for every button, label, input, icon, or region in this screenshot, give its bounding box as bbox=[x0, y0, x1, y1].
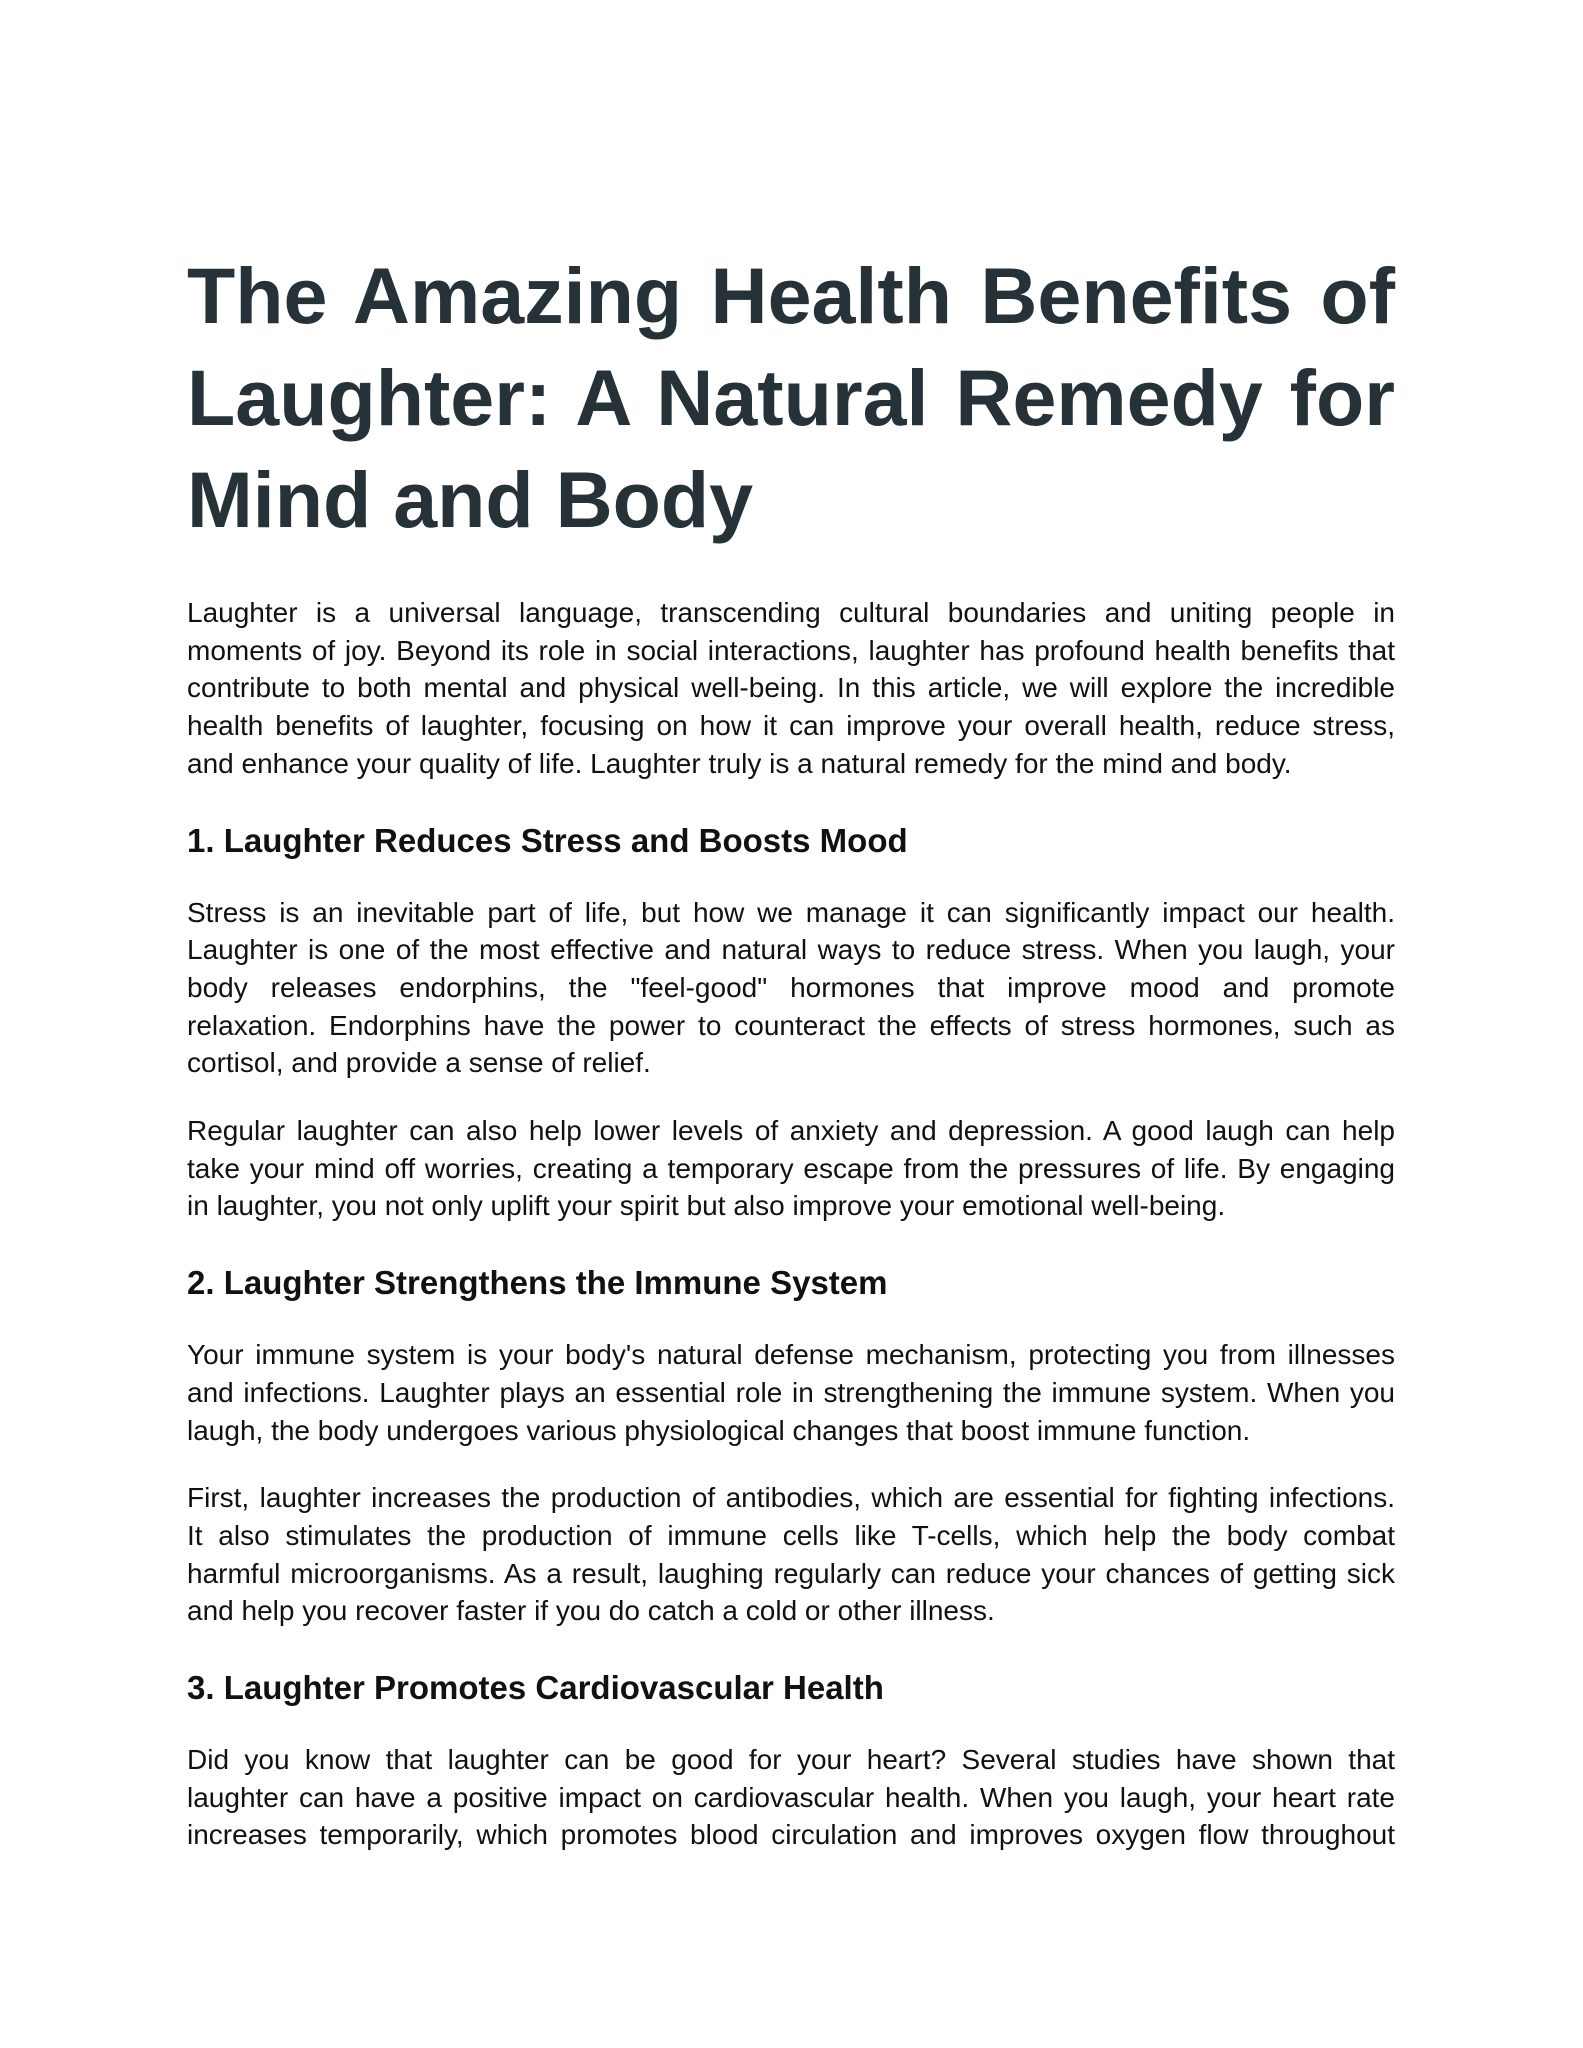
section-paragraph bbox=[187, 1741, 1395, 1854]
text-line: Regular laughter can also help lower levels of anxiety and depression. A good laugh can help bbox=[187, 1115, 1395, 1147]
text-line: take your mind off worries, creating a temporary escape from the pressures of life. By engaging bbox=[187, 1152, 1395, 1184]
section-heading-stress: 1. Laughter Reduces Stress and Boosts Mood bbox=[187, 821, 908, 859]
text-line: contribute to both mental and physical well-being. In this article, we will explore the incredible bbox=[187, 672, 1395, 704]
section-paragraph bbox=[187, 1336, 1395, 1449]
section-heading-cardiovascular: 3. Laughter Promotes Cardiovascular Health bbox=[187, 1669, 884, 1707]
section-heading-immune: 2. Laughter Strengthens the Immune System bbox=[187, 1264, 888, 1302]
text-line: body releases endorphins, the "feel-good" hormones that improve mood and promote bbox=[187, 971, 1395, 1003]
text-line: and infections. Laughter plays an essential role in strengthening the immune system. When you bbox=[187, 1376, 1395, 1408]
text-line: health benefits of laughter, focusing on how it can improve your overall health, reduce stress, bbox=[187, 710, 1395, 742]
text-line: and help you recover faster if you do catch a cold or other illness. bbox=[187, 1595, 995, 1627]
title-line: Mind and Body bbox=[187, 455, 754, 544]
text-line: moments of joy. Beyond its role in social interactions, laughter has profound health benefits that bbox=[187, 634, 1395, 666]
text-line: It also stimulates the production of immune cells like T-cells, which help the body combat bbox=[187, 1519, 1395, 1551]
text-line: laugh, the body undergoes various physiological changes that boost immune function. bbox=[187, 1414, 1251, 1446]
text-line: harmful microorganisms. As a result, laughing regularly can reduce your chances of getting sick bbox=[187, 1557, 1395, 1589]
text-line: Laughter is a universal language, transcending cultural boundaries and uniting people in bbox=[187, 597, 1395, 628]
text-line: increases temporarily, which promotes blood circulation and improves oxygen flow throughout bbox=[187, 1819, 1395, 1851]
section-paragraph bbox=[187, 894, 1395, 1083]
article-title bbox=[187, 245, 1395, 551]
title-line: The Amazing Health Benefits of bbox=[187, 251, 1395, 340]
title-line: Laughter: A Natural Remedy for bbox=[187, 353, 1395, 442]
text-line: Did you know that laughter can be good for your heart? Several studies have shown that bbox=[187, 1744, 1395, 1776]
section-paragraph bbox=[187, 1479, 1395, 1630]
text-line: laughter can have a positive impact on cardiovascular health. When you laugh, your heart rate bbox=[187, 1781, 1395, 1813]
text-line: Stress is an inevitable part of life, but how we manage it can significantly impact our health. bbox=[187, 896, 1395, 928]
text-line: and enhance your quality of life. Laughter truly is a natural remedy for the mind and body. bbox=[187, 747, 1292, 779]
text-line: First, laughter increases the production of antibodies, which are essential for fighting infections. bbox=[187, 1482, 1395, 1514]
intro-paragraph bbox=[187, 594, 1395, 783]
text-line: in laughter, you not only uplift your spirit but also improve your emotional well-being. bbox=[187, 1190, 1226, 1222]
document-page bbox=[187, 245, 1395, 1854]
text-line: cortisol, and provide a sense of relief. bbox=[187, 1047, 651, 1079]
section-paragraph bbox=[187, 1112, 1395, 1225]
text-line: Laughter is one of the most effective and natural ways to reduce stress. When you laugh, your bbox=[187, 934, 1395, 966]
text-line: Your immune system is your body's natural defense mechanism, protecting you from illnesses bbox=[187, 1339, 1395, 1371]
text-line: relaxation. Endorphins have the power to counteract the effects of stress hormones, such as bbox=[187, 1009, 1395, 1041]
